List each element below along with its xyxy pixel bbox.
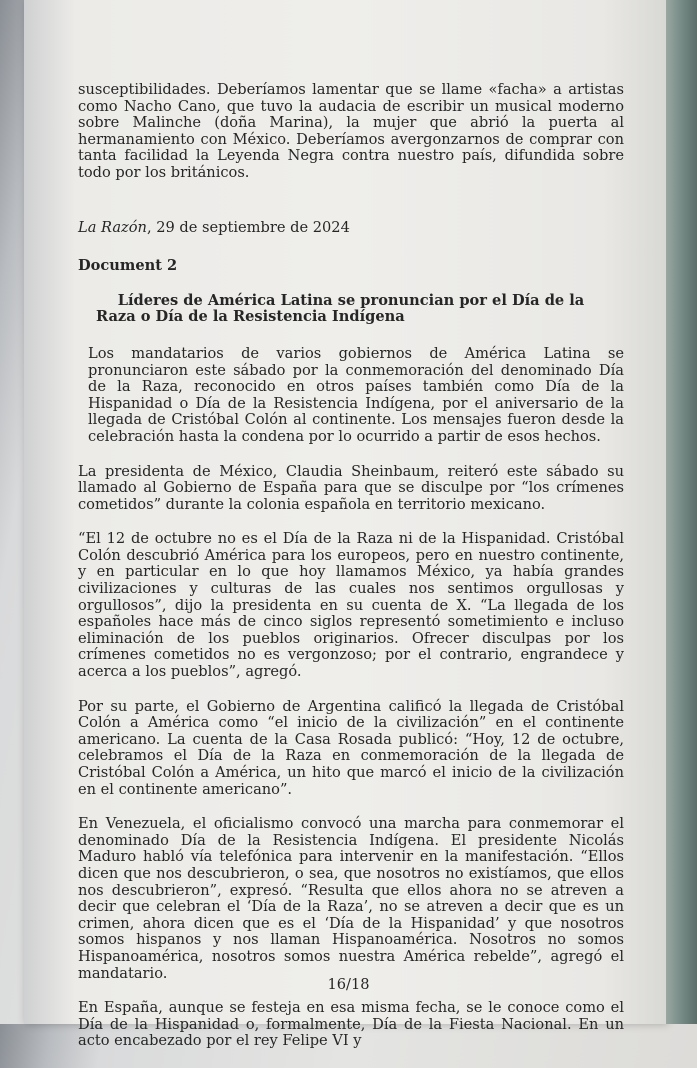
article-paragraph: En España, aunque se festeja en esa misma fecha, se le conoce como el Día de la Hispanidad o, formalmente, Día de la Fiesta Nacional. En un acto encabezado por el rey Felipe VI y bbox=[78, 999, 624, 1050]
article-paragraph: Por su parte, el Gobierno de Argentina calificó la llegada de Cristóbal Colón a América como “el inicio de la civilización” en el continente americano. La cuenta de la Casa Rosada publicó: “Hoy, 12 de octubre, celebramos el Día de la Raza en conmemoración de la llegada de Cristóbal Colón a América, un hito que marcó el inicio de la civilización en el continente americano”. bbox=[78, 697, 624, 798]
source-citation bbox=[78, 220, 624, 237]
document-title: Document 2 bbox=[78, 257, 178, 275]
source-publication: La Razón bbox=[78, 218, 147, 236]
source-date: , 29 de septiembre de 2024 bbox=[146, 218, 350, 236]
page-number: 16/18 bbox=[327, 976, 370, 993]
page-content bbox=[78, 82, 624, 1068]
intro-paragraph: susceptibilidades. Deberíamos lamentar que se llame «facha» a artistas como Nacho Cano, que tuvo la audacia de escribir un musical moderno sobre Malinche (doña Marina), la mujer que abrió la puerta al hermanamiento con México. Deberíamos avergonzarnos de comprar con tanta facilidad la Leyenda Negra contra nuestro país, difundida sobre todo por los británicos. bbox=[78, 81, 624, 181]
article-paragraph: En Venezuela, el oficialismo convocó una marcha para conmemorar el denominado Día de la Resistencia Indígena. El presidente Nicolás Maduro habló vía telefónica para intervenir en la manifestación. “Ellos dicen que nos descubrieron, o sea, que nosotros no existíamos, que ellos nos descubrieron”, expresó. “Resulta que ellos ahora no se atreven a decir que celebran el ‘Día de la Raza’, no se atreven a decir que es un crimen, ahora dicen que es el ‘Día de la Hispanidad’ y que nosotros somos hispanos y nos llaman Hispanoamérica. Nosotros no somos Hispanoamérica, nosotros somos nuestra América rebelde”, agregó el mandatario. bbox=[78, 815, 624, 982]
article-paragraph: “El 12 de octubre no es el Día de la Raza ni de la Hispanidad. Cristóbal Colón descubrió América para los europeos, pero en nuestro continente, y en particular en lo que hoy llamamos México, ya había grandes civilizaciones y culturas de las cuales nos sentimos orgullosas y orgullosos”, dijo la presidenta en su cuenta de X. “La llegada de los españoles hace más de cinco siglos representó sometimiento e incluso eliminación de los pueblos originarios. Ofrecer disculpas por los crímenes cometidos no es vergonzoso; por el contrario, engrandece y acerca a los pueblos”, agregó. bbox=[78, 530, 624, 681]
article-headline: Líderes de América Latina se pronuncian por el Día de la Raza o Día de la Resistencia Indígena bbox=[96, 291, 585, 326]
article-paragraph: Los mandatarios de varios gobiernos de América Latina se pronunciaron este sábado por la conmemoración del denominado Día de la Raza, reconocido en otros países también como Día de la Hispanidad o Día de la Resistencia Indígena, por el aniversario de la llegada de Cristóbal Colón al continente. Los mensajes fueron desde la celebración hasta la condena por lo ocurrido a partir de esos hechos. bbox=[88, 344, 624, 445]
binder-edge bbox=[666, 0, 697, 1024]
article-paragraph: La presidenta de México, Claudia Sheinbaum, reiteró este sábado su llamado al Gobierno de España para que se disculpe por “los crímenes cometidos” durante la colonia española en territorio mexicano. bbox=[78, 462, 624, 513]
